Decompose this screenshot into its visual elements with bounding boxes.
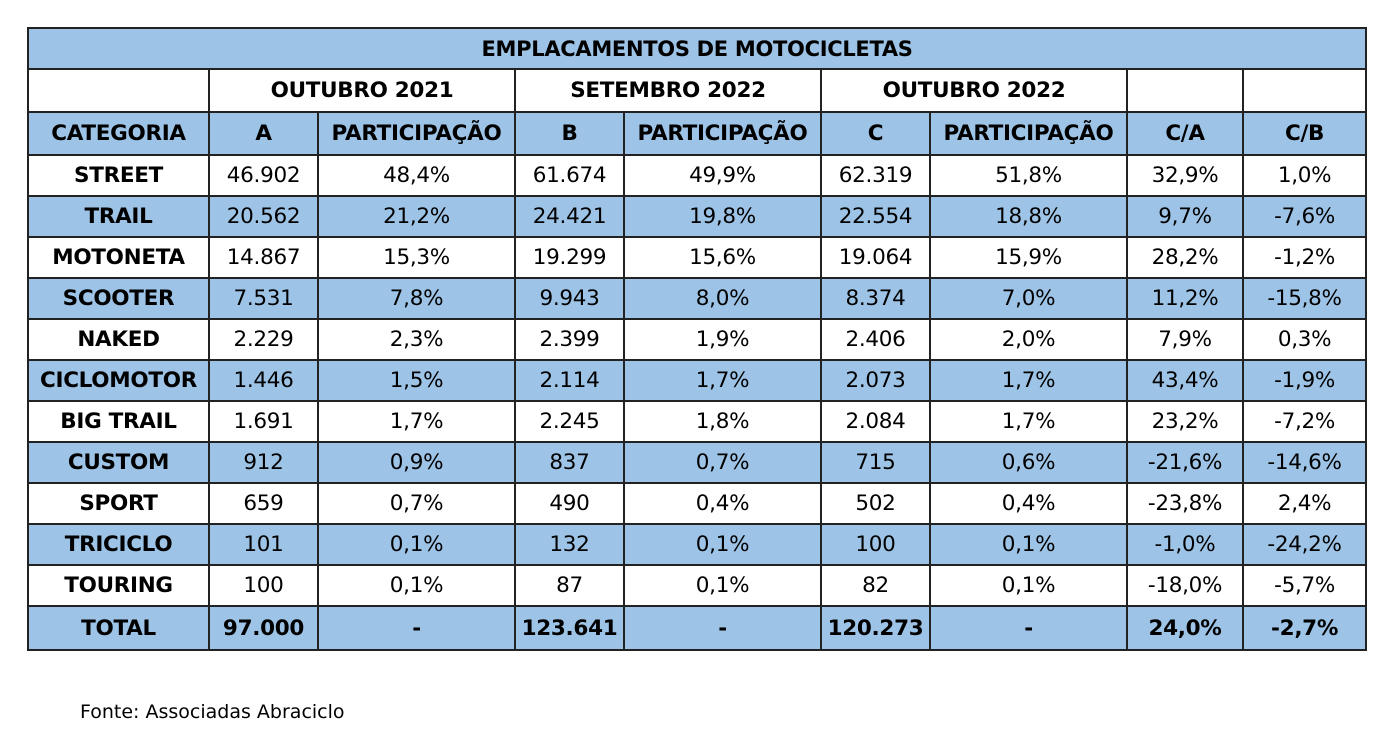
table-row [28, 278, 1366, 319]
total-value-cell: 97.000 [209, 606, 318, 650]
category-cell: BIG TRAIL [28, 401, 209, 442]
column-header: C/A [1127, 112, 1243, 155]
category-cell: CUSTOM [28, 442, 209, 483]
value-cell: 14.867 [209, 237, 318, 278]
value-cell: 0,7% [624, 442, 821, 483]
column-header: C/B [1243, 112, 1366, 155]
value-cell: 1,7% [624, 360, 821, 401]
total-value-cell: 120.273 [821, 606, 930, 650]
table-row [28, 565, 1366, 606]
value-cell: -1,2% [1243, 237, 1366, 278]
value-cell: 0,1% [624, 524, 821, 565]
value-cell: 1,8% [624, 401, 821, 442]
value-cell: -14,6% [1243, 442, 1366, 483]
period-setembro-2022: SETEMBRO 2022 [515, 69, 821, 112]
value-cell: 2.084 [821, 401, 930, 442]
value-cell: 32,9% [1127, 155, 1243, 196]
value-cell: 912 [209, 442, 318, 483]
value-cell: 132 [515, 524, 624, 565]
value-cell: 7,8% [318, 278, 515, 319]
value-cell: 2.245 [515, 401, 624, 442]
value-cell: 20.562 [209, 196, 318, 237]
period-blank-cell [1127, 69, 1243, 112]
table-row [28, 483, 1366, 524]
value-cell: 0,1% [318, 524, 515, 565]
value-cell: 15,9% [930, 237, 1127, 278]
category-cell: TOURING [28, 565, 209, 606]
value-cell: 28,2% [1127, 237, 1243, 278]
value-cell: -7,6% [1243, 196, 1366, 237]
value-cell: 61.674 [515, 155, 624, 196]
category-cell: SPORT [28, 483, 209, 524]
value-cell: 0,4% [624, 483, 821, 524]
value-cell: 2.399 [515, 319, 624, 360]
value-cell: 2,3% [318, 319, 515, 360]
value-cell: 0,3% [1243, 319, 1366, 360]
value-cell: -24,2% [1243, 524, 1366, 565]
value-cell: 9,7% [1127, 196, 1243, 237]
category-cell: SCOOTER [28, 278, 209, 319]
value-cell: 0,4% [930, 483, 1127, 524]
value-cell: 51,8% [930, 155, 1127, 196]
value-cell: 8,0% [624, 278, 821, 319]
period-blank-cell [28, 69, 209, 112]
table-row [28, 442, 1366, 483]
value-cell: 0,9% [318, 442, 515, 483]
column-header: CATEGORIA [28, 112, 209, 155]
value-cell: 100 [821, 524, 930, 565]
value-cell: 46.902 [209, 155, 318, 196]
value-cell: 21,2% [318, 196, 515, 237]
value-cell: 0,1% [318, 565, 515, 606]
category-cell: MOTONETA [28, 237, 209, 278]
value-cell: 7,0% [930, 278, 1127, 319]
category-cell: CICLOMOTOR [28, 360, 209, 401]
category-cell: NAKED [28, 319, 209, 360]
value-cell: 82 [821, 565, 930, 606]
value-cell: 8.374 [821, 278, 930, 319]
value-cell: 7.531 [209, 278, 318, 319]
table-row [28, 319, 1366, 360]
total-value-cell: - [318, 606, 515, 650]
column-header: PARTICIPAÇÃO [930, 112, 1127, 155]
column-header: B [515, 112, 624, 155]
table-row [28, 196, 1366, 237]
value-cell: -7,2% [1243, 401, 1366, 442]
value-cell: 19,8% [624, 196, 821, 237]
value-cell: -18,0% [1127, 565, 1243, 606]
period-outubro-2022: OUTUBRO 2022 [821, 69, 1127, 112]
total-value-cell: -2,7% [1243, 606, 1366, 650]
value-cell: 49,9% [624, 155, 821, 196]
value-cell: 7,9% [1127, 319, 1243, 360]
value-cell: 18,8% [930, 196, 1127, 237]
value-cell: -5,7% [1243, 565, 1366, 606]
table-row [28, 155, 1366, 196]
value-cell: -1,0% [1127, 524, 1243, 565]
value-cell: 1,7% [930, 360, 1127, 401]
total-row [28, 606, 1366, 650]
total-value-cell: 24,0% [1127, 606, 1243, 650]
value-cell: 490 [515, 483, 624, 524]
table-row [28, 524, 1366, 565]
total-value-cell: - [624, 606, 821, 650]
value-cell: 1.691 [209, 401, 318, 442]
value-cell: 1,7% [318, 401, 515, 442]
value-cell: 1,7% [930, 401, 1127, 442]
category-cell: TRAIL [28, 196, 209, 237]
value-cell: 0,7% [318, 483, 515, 524]
value-cell: 1,9% [624, 319, 821, 360]
table-row [28, 401, 1366, 442]
period-row [28, 69, 1366, 112]
value-cell: 19.064 [821, 237, 930, 278]
value-cell: 48,4% [318, 155, 515, 196]
value-cell: -23,8% [1127, 483, 1243, 524]
value-cell: 715 [821, 442, 930, 483]
value-cell: -1,9% [1243, 360, 1366, 401]
value-cell: 0,1% [624, 565, 821, 606]
value-cell: 15,3% [318, 237, 515, 278]
table-row [28, 237, 1366, 278]
total-value-cell: 123.641 [515, 606, 624, 650]
value-cell: 1.446 [209, 360, 318, 401]
value-cell: 43,4% [1127, 360, 1243, 401]
column-header: A [209, 112, 318, 155]
value-cell: 62.319 [821, 155, 930, 196]
value-cell: 1,0% [1243, 155, 1366, 196]
title-row [28, 28, 1366, 69]
value-cell: 11,2% [1127, 278, 1243, 319]
category-cell: TRICICLO [28, 524, 209, 565]
value-cell: 0,1% [930, 524, 1127, 565]
value-cell: 2.073 [821, 360, 930, 401]
total-label-cell: TOTAL [28, 606, 209, 650]
value-cell: 100 [209, 565, 318, 606]
column-header-row [28, 112, 1366, 155]
column-header: C [821, 112, 930, 155]
value-cell: 2.114 [515, 360, 624, 401]
value-cell: 502 [821, 483, 930, 524]
value-cell: 659 [209, 483, 318, 524]
column-header: PARTICIPAÇÃO [624, 112, 821, 155]
category-cell: STREET [28, 155, 209, 196]
value-cell: 2,0% [930, 319, 1127, 360]
value-cell: 1,5% [318, 360, 515, 401]
value-cell: 2,4% [1243, 483, 1366, 524]
total-value-cell: - [930, 606, 1127, 650]
registrations-table [27, 27, 1367, 651]
table-title: EMPLACAMENTOS DE MOTOCICLETAS [28, 28, 1366, 69]
value-cell: 0,1% [930, 565, 1127, 606]
source-note: Fonte: Associadas Abraciclo [80, 701, 345, 723]
value-cell: 9.943 [515, 278, 624, 319]
column-header: PARTICIPAÇÃO [318, 112, 515, 155]
value-cell: 87 [515, 565, 624, 606]
period-blank-cell [1243, 69, 1366, 112]
value-cell: 24.421 [515, 196, 624, 237]
value-cell: 0,6% [930, 442, 1127, 483]
value-cell: 19.299 [515, 237, 624, 278]
value-cell: 23,2% [1127, 401, 1243, 442]
value-cell: -15,8% [1243, 278, 1366, 319]
value-cell: 22.554 [821, 196, 930, 237]
table-row [28, 360, 1366, 401]
value-cell: -21,6% [1127, 442, 1243, 483]
period-outubro-2021: OUTUBRO 2021 [209, 69, 515, 112]
value-cell: 837 [515, 442, 624, 483]
value-cell: 101 [209, 524, 318, 565]
table-body [28, 28, 1366, 650]
value-cell: 2.229 [209, 319, 318, 360]
value-cell: 15,6% [624, 237, 821, 278]
value-cell: 2.406 [821, 319, 930, 360]
